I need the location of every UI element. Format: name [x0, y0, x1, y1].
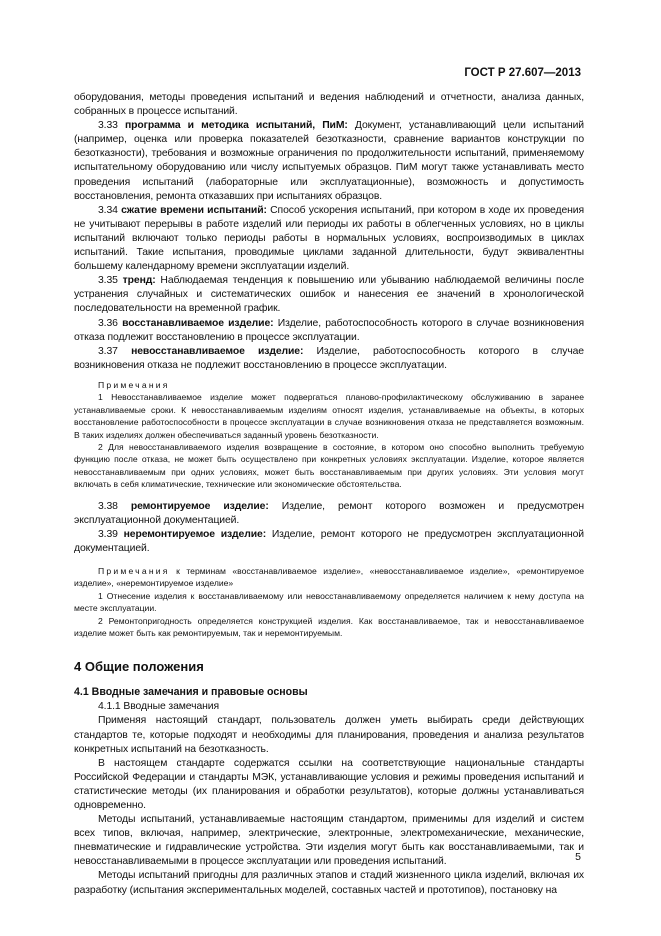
- note-item: 1 Невосстанавливаемое изделие может подвергаться планово-профилактическому обслуживанию в заранее устанавливаемые сроки. К невосстанавливаемым изделиям относят изделия, устанавливаемые на объекты, в которых восстановление работоспособности в процессе эксплуатации в случае возникновения отказа не представляется возможным. В таких изделиях должен обеспечиваться заданный уровень безотказности.: [74, 392, 584, 440]
- note-item: 2 Для невосстанавливаемого изделия возвращение в состояние, в котором оно способно выполнить требуемую функцию после отказа, не может быть осуществлено при конкретных условиях эксплуатации. Изделие, которое является невосстанавливаемым при одних условиях, может быть восстанавливаемым при других условиях. Эти условия могут включать в себя климатические, технические или экономические обстоятельства.: [74, 441, 584, 490]
- term-definition: [74, 204, 584, 274]
- continuation-paragraph: оборудования, методы проведения испытаний и ведения наблюдений и отчетности, анализа данных, собранных в процессе испытаний.: [74, 92, 584, 118]
- notes-block-1: [74, 379, 584, 491]
- terms-list-1: [74, 119, 584, 373]
- term-name: неремонтируемое изделие:: [123, 528, 267, 540]
- subsection-title: 4.1 Вводные замечания и правовые основы: [74, 686, 308, 699]
- term-text: Изделие, работоспособность которого в случае возникновения отказа не подлежит восстановлению в процессе эксплуатации.: [74, 345, 584, 371]
- term-number: 3.33: [98, 120, 118, 132]
- body-paragraph: Применяя настоящий стандарт, пользователь должен уметь выбирать среди действующих стандартов те, которые подходят и необходимы для планирования, проведения и анализа результатов конкретных испытаний на безотказность.: [74, 715, 584, 755]
- body-paragraph: В настоящем стандарте содержатся ссылки на соответствующие национальные стандарты Российской Федерации и стандарты МЭК, устанавливающие условия и режимы проведения испытаний и статистические методы (их планирования и обработки результатов), которые должны устанавливаться одновременно.: [74, 757, 584, 811]
- page-number: 5: [575, 851, 581, 863]
- term-name: ремонтируемое изделие:: [130, 500, 269, 512]
- terms-list-2: [74, 500, 584, 556]
- page-content: [74, 91, 584, 898]
- term-name: невосстанавливаемое изделие:: [131, 345, 304, 357]
- term-definition: [74, 345, 584, 373]
- term-number: 3.36: [98, 317, 118, 329]
- notes-heading: Примечания: [98, 379, 170, 390]
- section-title: 4 Общие положения: [74, 659, 204, 675]
- term-text: Документ, устанавливающий цели испытаний (например, оценка или проверка показателей безотказности, сравнение вариантов конструкции по безотказности), требования и возможные ограничения по продолжительности испытаний, применяемому испытательному оборудованию или числу испытуемых образцов. ПиМ могут также устанавливать место проведения испытаний (лабораторные или эксплуатационные), возможность и допустимость восстановления, ремонта отказавших при испытаниях образцов.: [74, 120, 584, 202]
- term-definition: [74, 500, 584, 528]
- notes-block-2: [74, 565, 584, 639]
- term-definition: [74, 274, 584, 316]
- term-number: 3.37: [98, 345, 118, 357]
- term-text: Изделие, работоспособность которого в случае возникновения отказа подлежит восстановлению в процессе эксплуатации.: [74, 317, 584, 343]
- term-name: тренд:: [122, 275, 156, 287]
- body-paragraph: Методы испытаний, устанавливаемые настоящим стандартом, применимы для изделий и систем всех типов, включая, например, электрические, электронные, электромеханические, механические, пневматические и гидравлические устройства. Эти изделия могут быть как восстанавливаемыми, так и невосстанавливаемыми в процессе эксплуатации или проведения испытаний.: [74, 814, 584, 868]
- term-text: Наблюдаемая тенденция к повышению или убыванию наблюдаемой величины после устранения случайных и систематических ошибок и нанесения ее значений в хронологической последовательности на временной график.: [74, 275, 584, 315]
- document-code: ГОСТ Р 27.607—2013: [464, 67, 581, 79]
- term-definition: [74, 528, 584, 556]
- subsubsection-title: 4.1.1 Вводные замечания: [98, 701, 219, 713]
- term-name: сжатие времени испытаний:: [121, 204, 267, 216]
- term-definition: [74, 119, 584, 204]
- term-number: 3.39: [98, 528, 118, 540]
- term-name: восстанавливаемое изделие:: [122, 317, 274, 329]
- term-definition: [74, 317, 584, 345]
- term-text: Изделие, ремонт которого не предусмотрен эксплуатационной документацией.: [74, 528, 584, 554]
- notes-heading: Примечания к терминам «восстанавливаемое изделие», «невосстанавливаемое изделие», «ремонтируемое изделие», «неремонтируемое изделие»: [74, 565, 584, 589]
- term-text: Способ ускорения испытаний, при котором в ходе их проведения не учитывают перерывы в работе изделий или периоды их работы в облегченных условиях, но в циклы испытаний включают только периоды работы в нормальных условиях, воспроизводимых в циклах испытаний. Такие испытания, проводимые циклами заданной длительности, будут эквивалентны большему календарному времени эксплуатации изделий.: [74, 204, 584, 273]
- term-text: Изделие, ремонт которого возможен и предусмотрен эксплуатационной документацией.: [74, 500, 584, 526]
- note-item: 2 Ремонтопригодность определяется конструкцией изделия. Как восстанавливаемое, так и невосстанавливаемое изделие может быть как ремонтируемым, так и неремонтируемым.: [74, 615, 584, 638]
- note-item: 1 Отнесение изделия к восстанавливаемому или невосстанавливаемому определяется наличием к нему доступа на месте эксплуатации.: [74, 590, 584, 614]
- term-number: 3.38: [98, 500, 118, 512]
- body-paragraph: Методы испытаний пригодны для различных этапов и стадий жизненного цикла изделий, включая их разработку (испытания экспериментальных моделей, составных частей и прототипов), постановку на: [74, 870, 584, 896]
- term-name: программа и методика испытаний, ПиМ:: [124, 120, 348, 132]
- term-number: 3.35: [98, 275, 118, 287]
- term-number: 3.34: [98, 204, 118, 216]
